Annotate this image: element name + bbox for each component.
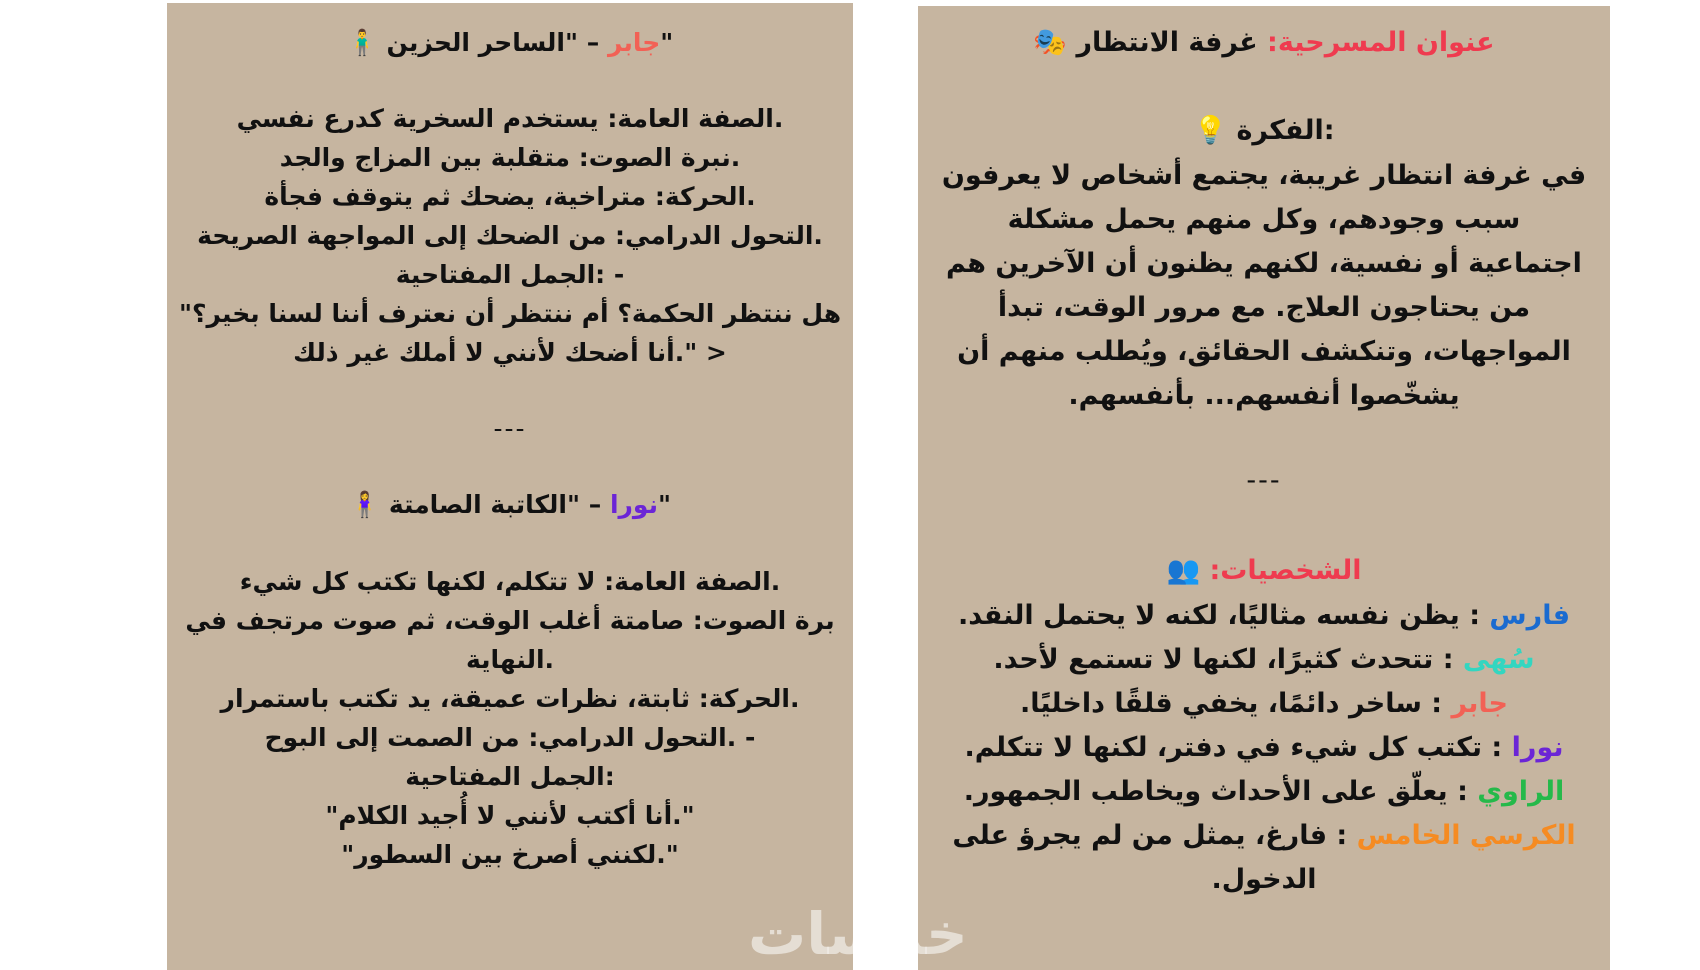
character-name: سُهى — [1462, 644, 1535, 675]
character-desc: : تتحدث كثيرًا، لكنها لا تستمع لأحد. — [993, 644, 1463, 675]
character-line — [918, 599, 1610, 633]
quote-mark: " — [657, 490, 671, 519]
play-title-label: عنوان المسرحية: — [1267, 27, 1495, 58]
character-name: الراوي — [1477, 776, 1565, 807]
character-name: الكرسي الخامس — [1356, 820, 1576, 851]
idea-line: سبب وجودهم، وكل منهم يحمل مشكلة — [1007, 204, 1521, 235]
noura-voice-cont: .النهاية — [465, 645, 555, 674]
jaber-desc: .الصفة العامة: يستخدم السخرية كدرع نفسي — [236, 104, 784, 133]
character-desc: : تكتب كل شيء في دفتر، لكنها لا تتكلم. — [964, 732, 1512, 763]
lightbulb-icon: 💡 — [1193, 115, 1228, 146]
character-line — [918, 687, 1610, 721]
idea-heading — [918, 114, 1610, 148]
characters-heading — [918, 554, 1610, 588]
jaber-key-heading: - :الجمل المفتاحية — [395, 260, 625, 289]
right-panel — [918, 6, 1610, 970]
character-line — [918, 775, 1610, 809]
separator: --- — [493, 414, 527, 443]
character-name: فارس — [1489, 600, 1571, 631]
watermark-logo: خمسات — [748, 900, 968, 968]
noura-movement: .الحركة: ثابتة، نظرات عميقة، يد تكتب باستمرار — [220, 684, 800, 713]
character-desc: : يظن نفسه مثاليًا، لكنه لا يحتمل النقد. — [957, 600, 1490, 631]
noura-name: نورا — [609, 490, 658, 519]
characters-heading-text: الشخصيات: — [1209, 555, 1362, 586]
person-icon: 🧍‍♂️ — [346, 28, 378, 57]
play-title-value: غرفة الانتظار — [1067, 27, 1268, 58]
jaber-voice: .نبرة الصوت: متقلبة بين المزاج والجد — [279, 143, 741, 172]
noura-shift: - .التحول الدرامي: من الصمت إلى البوح — [264, 723, 756, 752]
play-title — [918, 26, 1610, 60]
character-line — [918, 731, 1610, 765]
character-name: نورا — [1511, 732, 1564, 763]
character-desc: : فارغ، يمثل من لم يجرؤ على — [952, 820, 1357, 851]
separator: --- — [1246, 465, 1282, 496]
theater-masks-icon: 🎭 — [1033, 27, 1068, 58]
idea-line: المواجهات، وتنكشف الحقائق، ويُطلب منهم أن — [957, 336, 1571, 367]
noura-title — [167, 489, 853, 521]
noura-key-heading: :الجمل المفتاحية — [405, 762, 615, 791]
jaber-title — [167, 27, 853, 59]
person-icon: 🧍‍♀️ — [348, 490, 381, 519]
jaber-quote-1: هل ننتظر الحكمة؟ أم ننتظر أن نعترف أننا لسنا بخير؟" — [178, 299, 842, 328]
idea-heading-text: :الفكرة — [1236, 115, 1335, 146]
character-desc: : يعلّق على الأحداث ويخاطب الجمهور. — [963, 776, 1478, 807]
idea-line: يشخّصوا أنفسهم... بأنفسهم. — [1068, 380, 1460, 411]
jaber-title-rest: – "الساحر الحزين — [377, 28, 608, 57]
jaber-name: جابر — [607, 28, 661, 57]
character-line — [918, 643, 1610, 677]
idea-line: في غرفة انتظار غريبة، يجتمع أشخاص لا يعرفون — [941, 160, 1587, 191]
noura-quote-2: ".لكنني أصرخ بين السطور" — [341, 840, 679, 869]
idea-line: من يحتاجون العلاج. مع مرور الوقت، تبدأ — [997, 292, 1531, 323]
character-desc: : ساخر دائمًا، يخفي قلقًا داخليًا. — [1019, 688, 1452, 719]
jaber-shift: .التحول الدرامي: من الضحك إلى المواجهة الصريحة — [197, 221, 823, 250]
noura-desc: .الصفة العامة: لا تتكلم، لكنها تكتب كل شيء — [239, 567, 781, 596]
jaber-movement: .الحركة: متراخية، يضحك ثم يتوقف فجأة — [264, 182, 756, 211]
people-icon: 👥 — [1166, 555, 1201, 586]
character-name: جابر — [1451, 688, 1509, 719]
jaber-quote-2: < ".أنا أضحك لأنني لا أملك غير ذلك — [293, 338, 727, 367]
noura-quote-1: ".أنا أكتب لأنني لا أُجيد الكلام" — [325, 801, 695, 830]
character-line-cont: الدخول. — [1211, 864, 1317, 895]
character-line — [918, 819, 1610, 853]
noura-voice: برة الصوت: صامتة أغلب الوقت، ثم صوت مرتجف في — [185, 606, 835, 635]
quote-mark: " — [660, 28, 674, 57]
left-panel — [167, 3, 853, 970]
noura-title-rest: – "الكاتبة الصامتة — [380, 490, 610, 519]
idea-line: اجتماعية أو نفسية، لكنهم يظنون أن الآخرين هم — [946, 248, 1582, 279]
